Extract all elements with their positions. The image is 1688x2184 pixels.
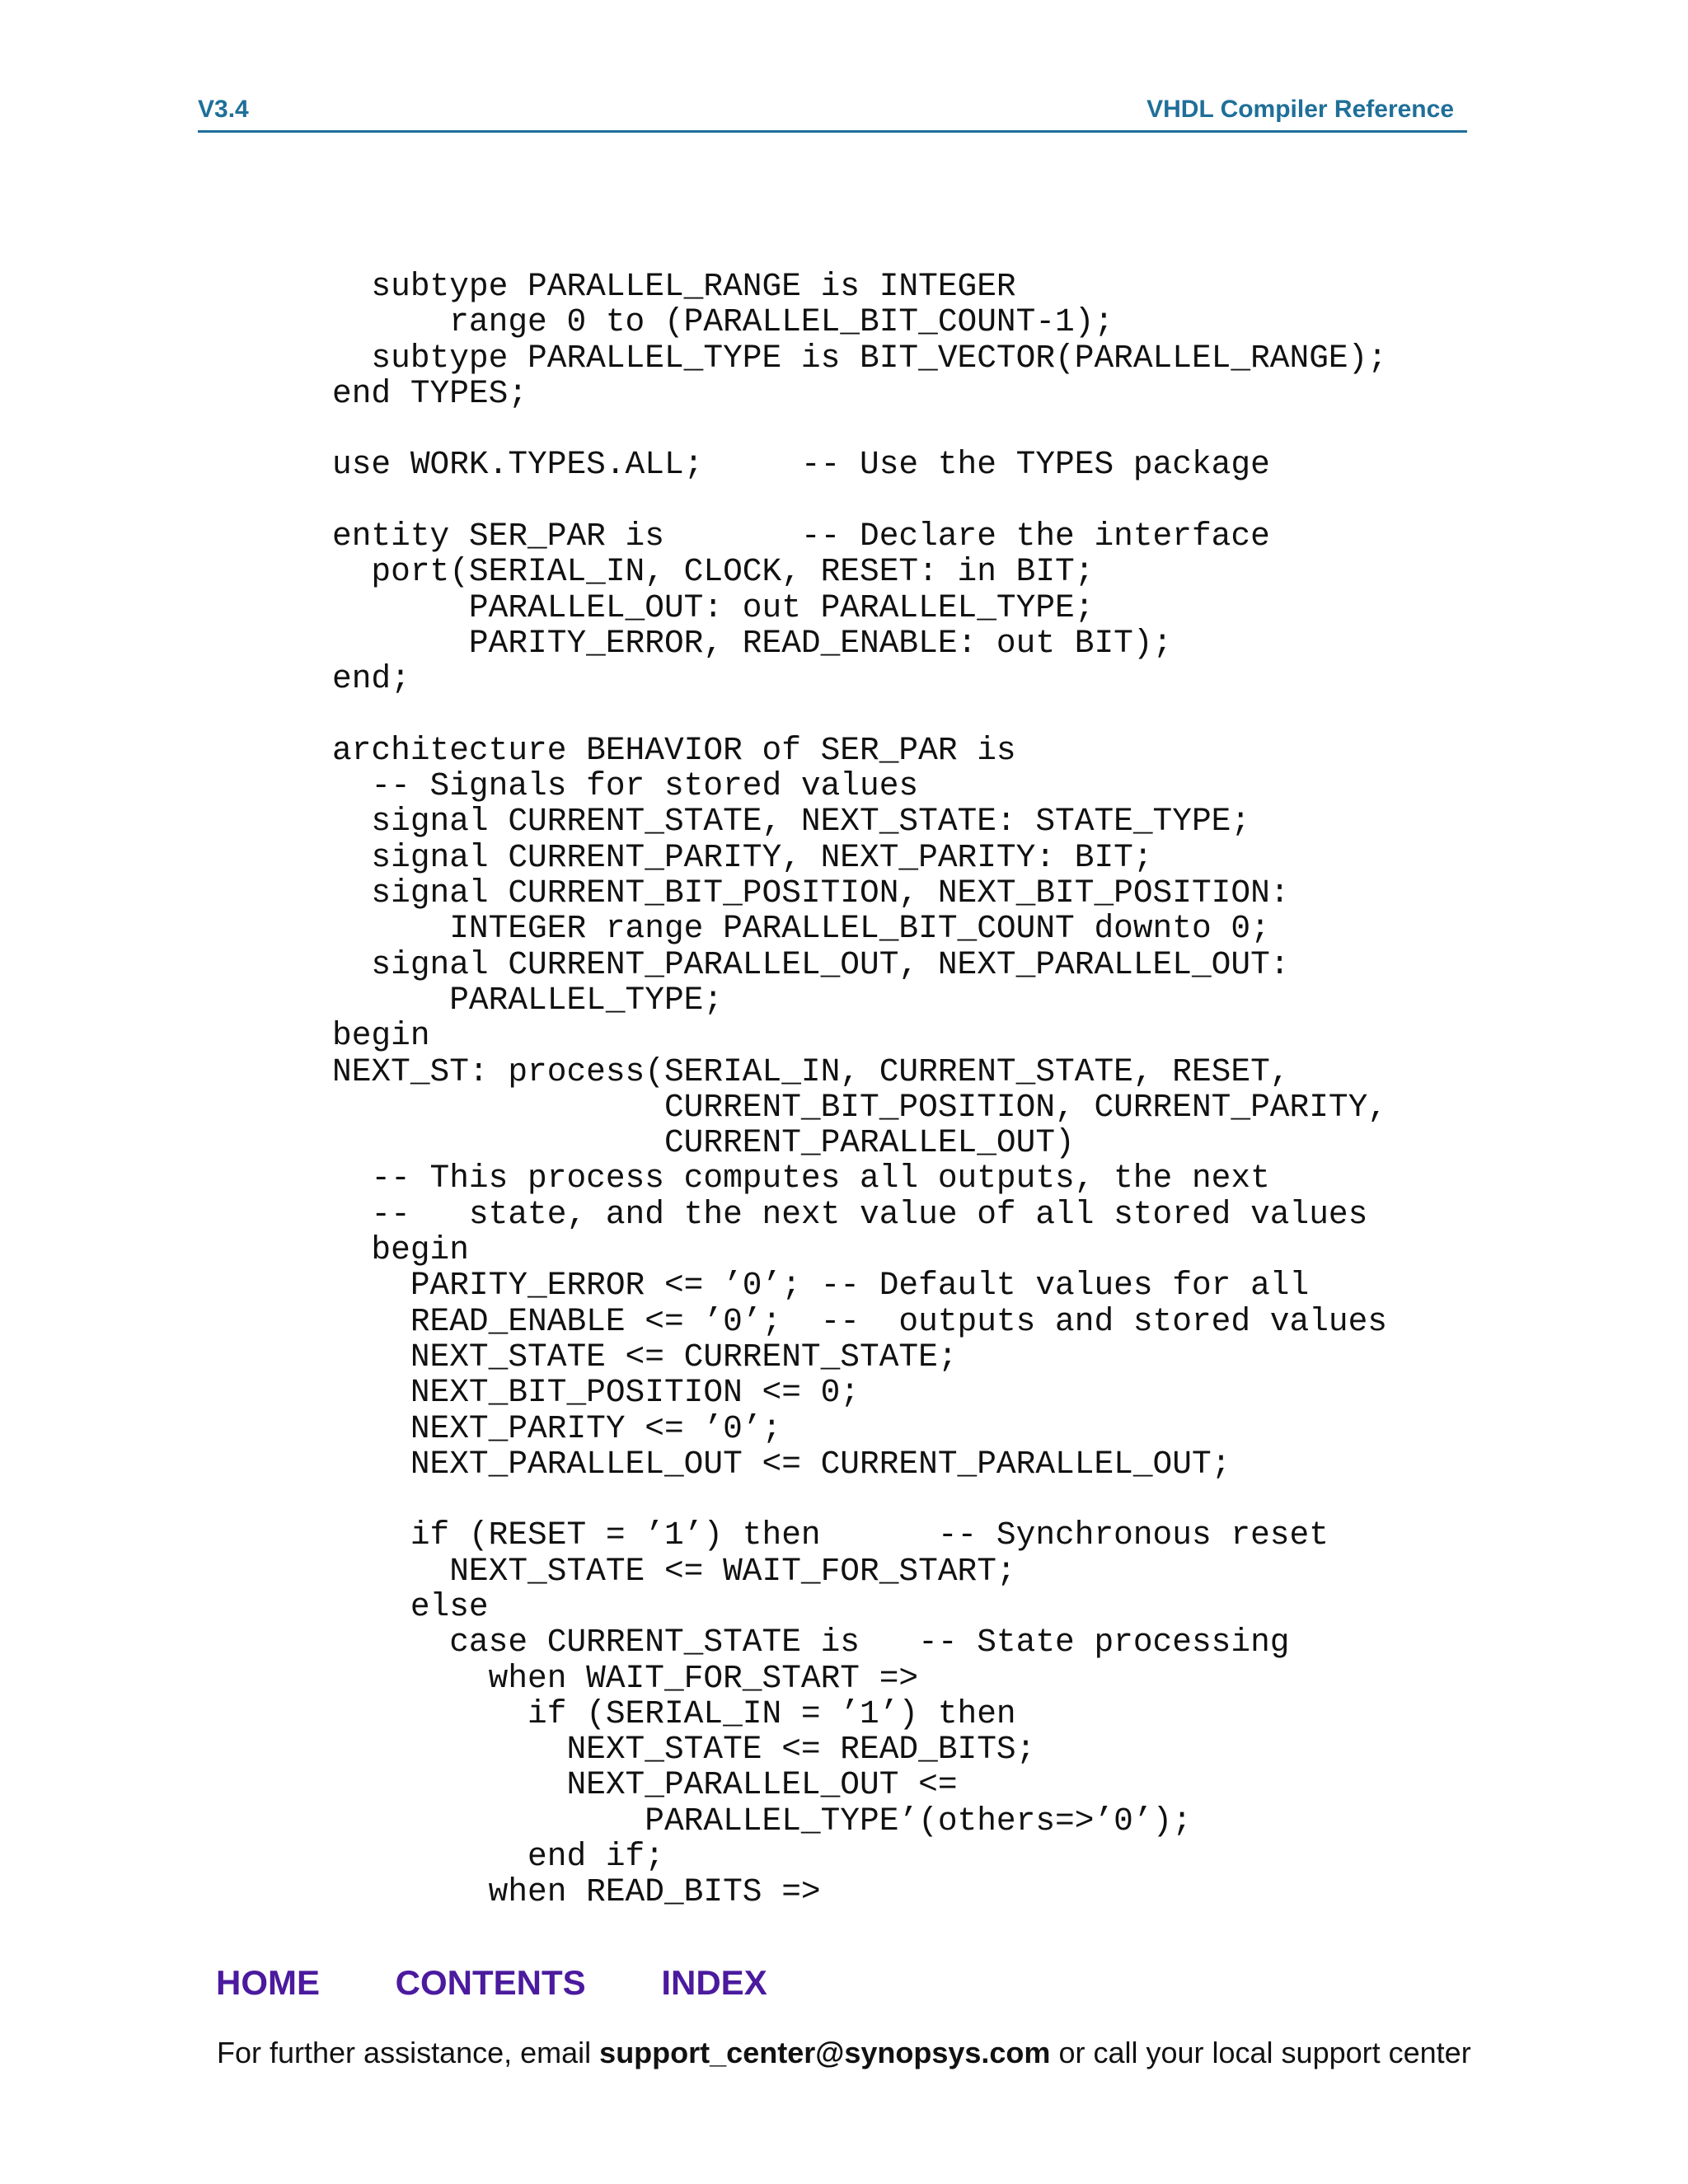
document-title: VHDL Compiler Reference [1146, 96, 1454, 123]
code-line: CURRENT_PARALLEL_OUT) [332, 1124, 1075, 1162]
code-line: begin [332, 1231, 469, 1269]
code-line: READ_ENABLE <= ’0’; -- outputs and stored values [332, 1302, 1388, 1340]
code-line: when READ_BITS => [332, 1873, 821, 1911]
code-line: signal CURRENT_PARITY, NEXT_PARITY: BIT; [332, 838, 1153, 876]
code-line: PARITY_ERROR, READ_ENABLE: out BIT); [332, 624, 1173, 662]
code-line [332, 411, 1387, 447]
contents-link[interactable]: CONTENTS [395, 1963, 586, 2002]
code-line: if (SERIAL_IN = ’1’) then [332, 1694, 1016, 1732]
code-line: PARITY_ERROR <= ’0’; -- Default values for all [332, 1267, 1310, 1305]
code-line: when WAIT_FOR_START => [332, 1659, 919, 1697]
code-line: -- Signals for stored values [332, 767, 919, 805]
code-line: INTEGER range PARALLEL_BIT_COUNT downto 0; [332, 910, 1270, 948]
support-note [217, 2036, 1471, 2070]
code-line: -- state, and the next value of all stored values [332, 1195, 1368, 1233]
version-label: V3.4 [198, 96, 249, 123]
code-line: PARALLEL_TYPE’(others=>’0’); [332, 1802, 1192, 1840]
support-prefix: For further assistance, email [217, 2036, 600, 2069]
code-line: architecture BEHAVIOR of SER_PAR is [332, 731, 1016, 769]
code-line: signal CURRENT_BIT_POSITION, NEXT_BIT_POSITION: [332, 874, 1290, 912]
page-header [198, 92, 1467, 133]
code-line: end; [332, 660, 410, 698]
code-line: NEXT_BIT_POSITION <= 0; [332, 1374, 860, 1412]
code-line [332, 483, 1387, 518]
code-listing [332, 269, 1387, 1910]
code-line: port(SERIAL_IN, CLOCK, RESET: in BIT; [332, 553, 1095, 591]
support-email[interactable]: support_center@synopsys.com [599, 2036, 1051, 2069]
code-line: NEXT_STATE <= CURRENT_STATE; [332, 1338, 958, 1376]
code-line: subtype PARALLEL_TYPE is BIT_VECTOR(PARALLEL_RANGE); [332, 339, 1388, 377]
code-line: NEXT_STATE <= READ_BITS; [332, 1731, 1036, 1769]
code-line [332, 697, 1387, 733]
code-line: PARALLEL_TYPE; [332, 981, 724, 1019]
index-link[interactable]: INDEX [661, 1963, 767, 2002]
code-line [332, 1482, 1387, 1517]
code-line: subtype PARALLEL_RANGE is INTEGER [332, 268, 1016, 305]
code-line: signal CURRENT_STATE, NEXT_STATE: STATE_TYPE; [332, 803, 1251, 841]
code-line: NEXT_PARITY <= ’0’; [332, 1409, 782, 1447]
code-line: use WORK.TYPES.ALL; -- Use the TYPES package [332, 446, 1270, 484]
code-line: case CURRENT_STATE is -- State processing [332, 1624, 1290, 1661]
code-line: begin [332, 1017, 430, 1055]
code-line: NEXT_STATE <= WAIT_FOR_START; [332, 1552, 1016, 1590]
code-line: NEXT_PARALLEL_OUT <= CURRENT_PARALLEL_OUT; [332, 1445, 1231, 1483]
code-line: -- This process computes all outputs, the next [332, 1160, 1270, 1197]
code-line: range 0 to (PARALLEL_BIT_COUNT-1); [332, 303, 1114, 341]
code-line: if (RESET = ’1’) then -- Synchronous reset [332, 1516, 1329, 1554]
code-line: NEXT_ST: process(SERIAL_IN, CURRENT_STATE, RESET, [332, 1052, 1290, 1090]
code-line: NEXT_PARALLEL_OUT <= [332, 1766, 958, 1804]
code-line: entity SER_PAR is -- Declare the interface [332, 518, 1270, 555]
code-line: PARALLEL_OUT: out PARALLEL_TYPE; [332, 588, 1095, 626]
home-link[interactable]: HOME [216, 1963, 320, 2002]
code-line: signal CURRENT_PARALLEL_OUT, NEXT_PARALLEL_OUT: [332, 945, 1290, 983]
code-line: end TYPES; [332, 374, 528, 412]
footer-nav [216, 1963, 833, 2003]
code-line: end if; [332, 1838, 664, 1876]
code-line: else [332, 1587, 489, 1625]
code-line: CURRENT_BIT_POSITION, CURRENT_PARITY, [332, 1088, 1388, 1126]
support-suffix: or call your local support center [1050, 2036, 1471, 2069]
